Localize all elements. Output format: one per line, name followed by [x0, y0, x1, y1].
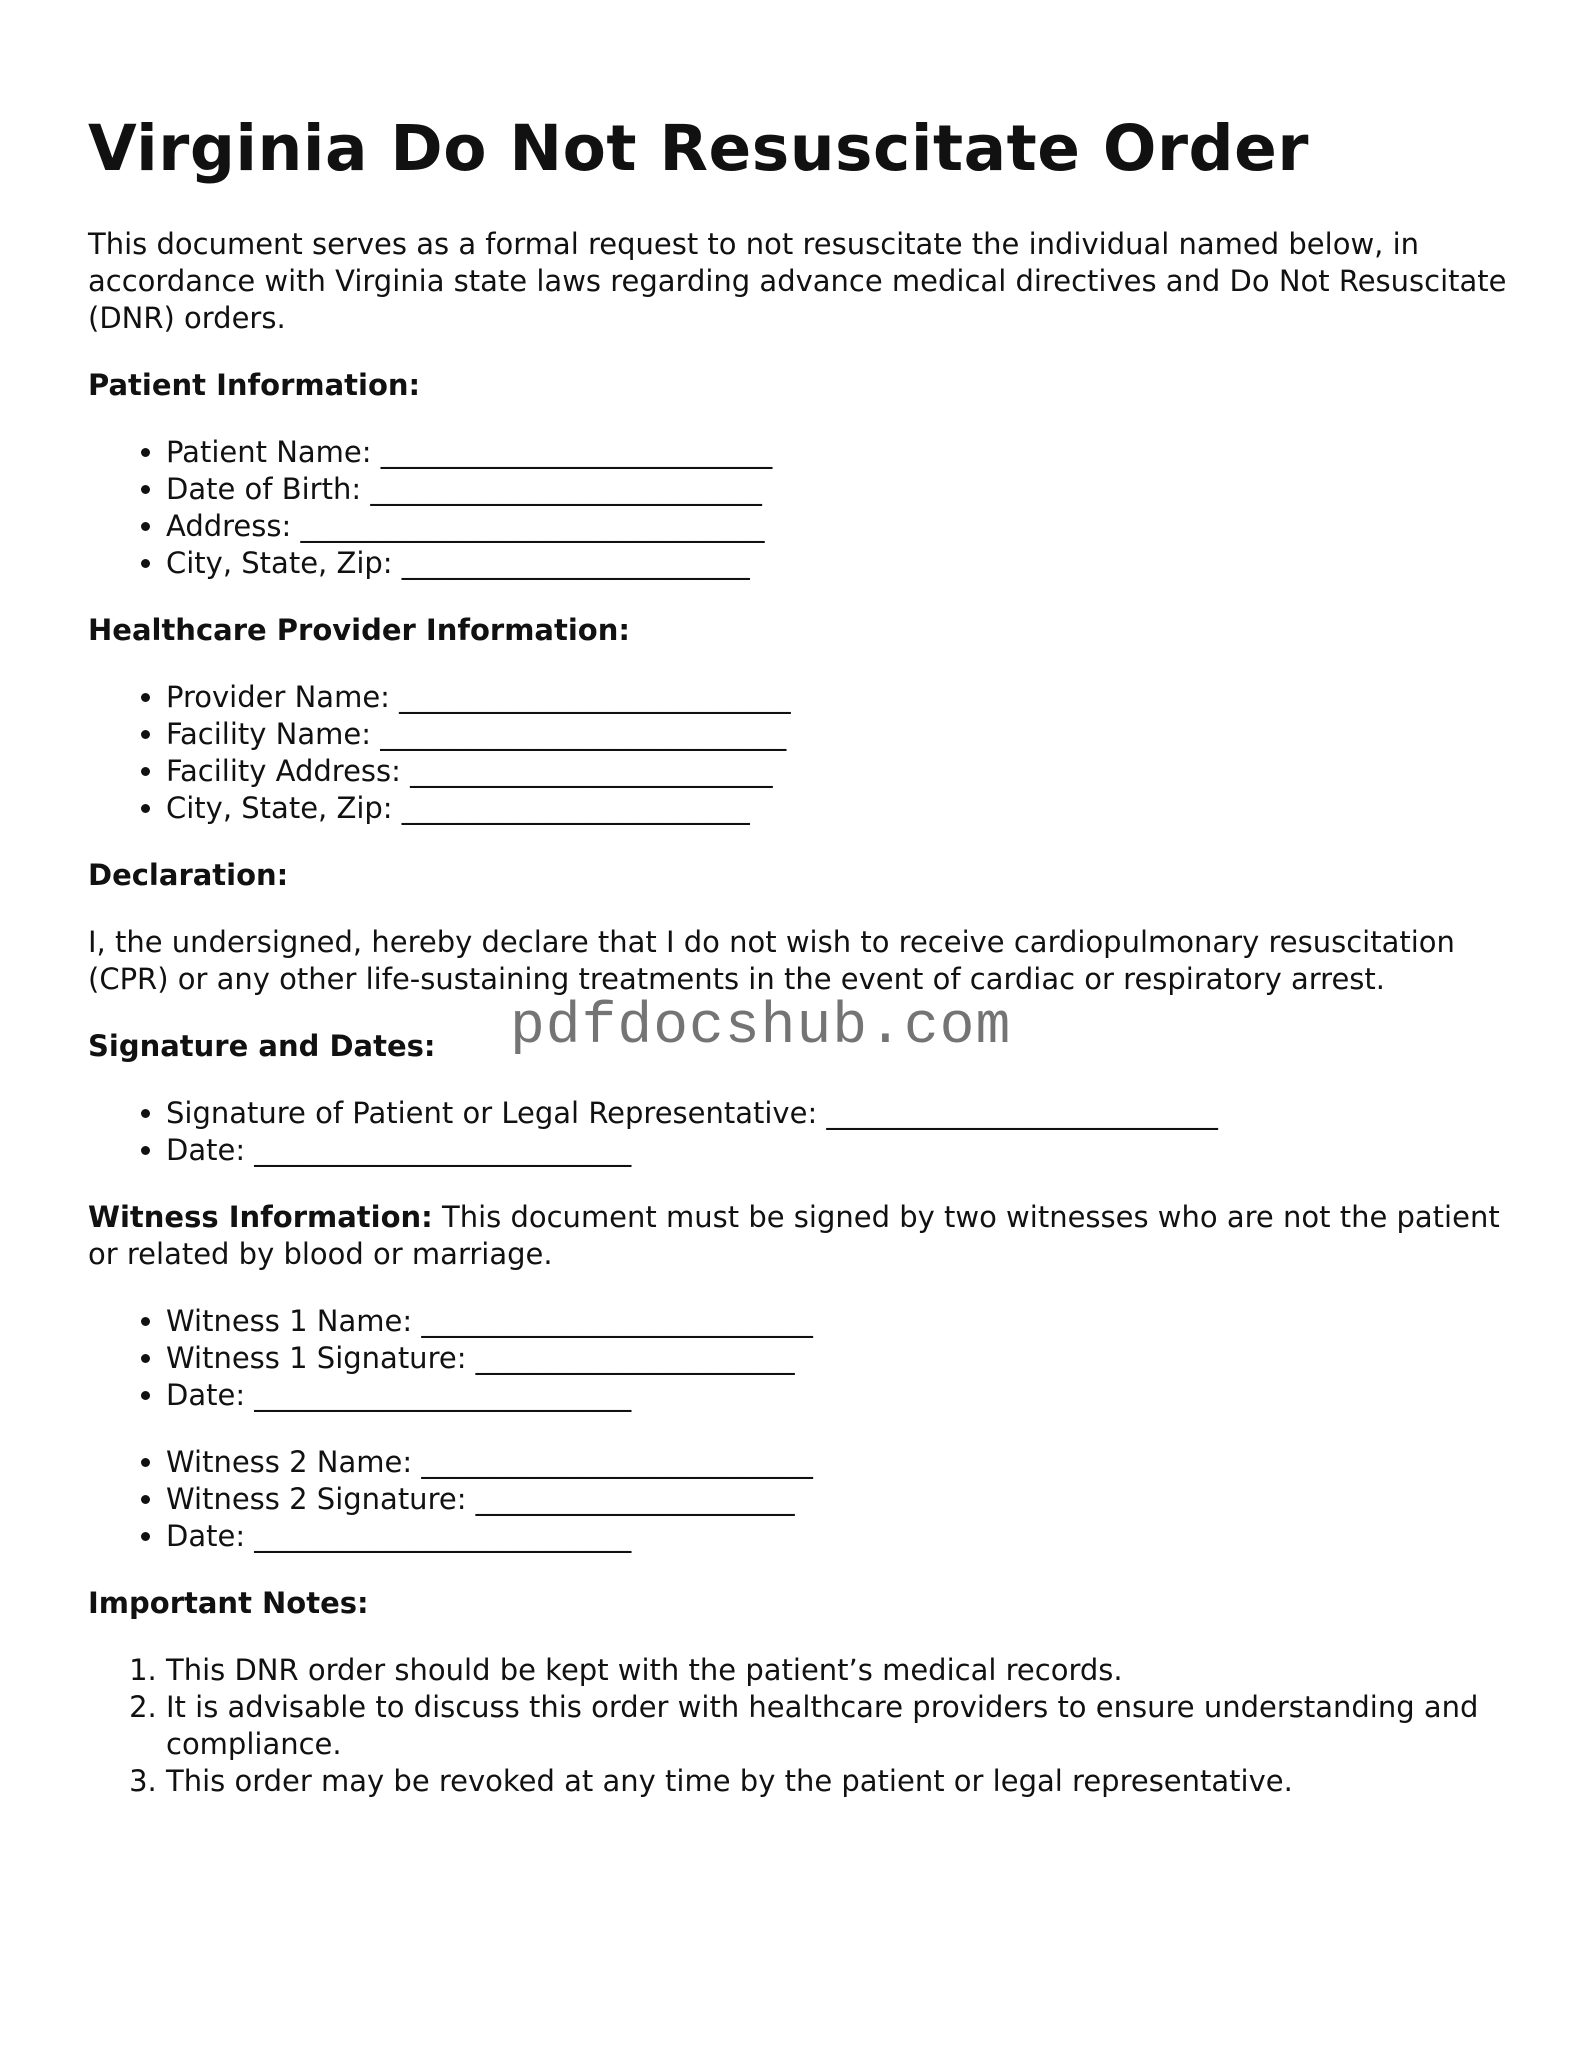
document-page: [88, 110, 1508, 1830]
witness-information-heading: Witness Information:: [88, 1200, 433, 1234]
witness-2-signature-field: • Witness 2 Signature: ______________________: [166, 1481, 1508, 1518]
note-item: 3. This order may be revoked at any time by the patient or legal representative.: [166, 1763, 1508, 1800]
witness-1-list: [88, 1303, 1508, 1414]
important-notes-heading: Important Notes:: [88, 1586, 369, 1620]
facility-address-field: • Facility Address: _________________________: [166, 753, 1508, 790]
note-item: 1. This DNR order should be kept with the patient’s medical records.: [166, 1652, 1508, 1689]
patient-information-list: [88, 434, 1508, 582]
witness-1-name-field: • Witness 1 Name: ___________________________: [166, 1303, 1508, 1340]
provider-information-heading: Healthcare Provider Information:: [88, 613, 630, 647]
signature-list: [88, 1095, 1508, 1169]
witness-1-signature-field: • Witness 1 Signature: ______________________: [166, 1340, 1508, 1377]
witness-1-date-field: • Date: __________________________: [166, 1377, 1508, 1414]
signature-heading: Signature and Dates:: [88, 1029, 436, 1063]
important-notes-list: [88, 1652, 1508, 1800]
patient-name-field: • Patient Name: ___________________________: [166, 434, 1508, 471]
signature-date-field: • Date: __________________________: [166, 1132, 1508, 1169]
city-state-zip-field: • City, State, Zip: ________________________: [166, 545, 1508, 582]
watermark-text: pdfdocshub.com: [510, 995, 1012, 1060]
witness-2-name-field: • Witness 2 Name: ___________________________: [166, 1444, 1508, 1481]
document-title: Virginia Do Not Resuscitate Order: [88, 112, 1309, 185]
address-field: • Address: ________________________________: [166, 508, 1508, 545]
provider-name-field: • Provider Name: ___________________________: [166, 679, 1508, 716]
intro-paragraph: This document serves as a formal request to not resuscitate the individual named below, in accordance with Virginia state laws regarding advance medical directives and Do Not Resuscitate (DNR) orders.: [88, 227, 1507, 335]
witness-2-list: [88, 1444, 1508, 1555]
declaration-heading: Declaration:: [88, 858, 289, 892]
note-item: 2. It is advisable to discuss this order with healthcare providers to ensure understanding and compliance.: [166, 1689, 1508, 1763]
date-of-birth-field: • Date of Birth: ___________________________: [166, 471, 1508, 508]
declaration-text: I, the undersigned, hereby declare that I do not wish to receive cardiopulmonary resuscitation (CPR) or any other life-sustaining treatments in the event of cardiac or respiratory arrest.: [88, 925, 1455, 996]
provider-information-list: [88, 679, 1508, 827]
patient-signature-field: • Signature of Patient or Legal Representative: ___________________________: [166, 1095, 1508, 1132]
witness-information-text: This document must be signed by two witnesses who are not the patient or related by blood or marriage.: [88, 1200, 1500, 1271]
witness-2-date-field: • Date: __________________________: [166, 1518, 1508, 1555]
patient-information-heading: Patient Information:: [88, 368, 421, 402]
provider-city-state-zip-field: • City, State, Zip: ________________________: [166, 790, 1508, 827]
witness-information-paragraph: [88, 1199, 1508, 1273]
facility-name-field: • Facility Name: ____________________________: [166, 716, 1508, 753]
